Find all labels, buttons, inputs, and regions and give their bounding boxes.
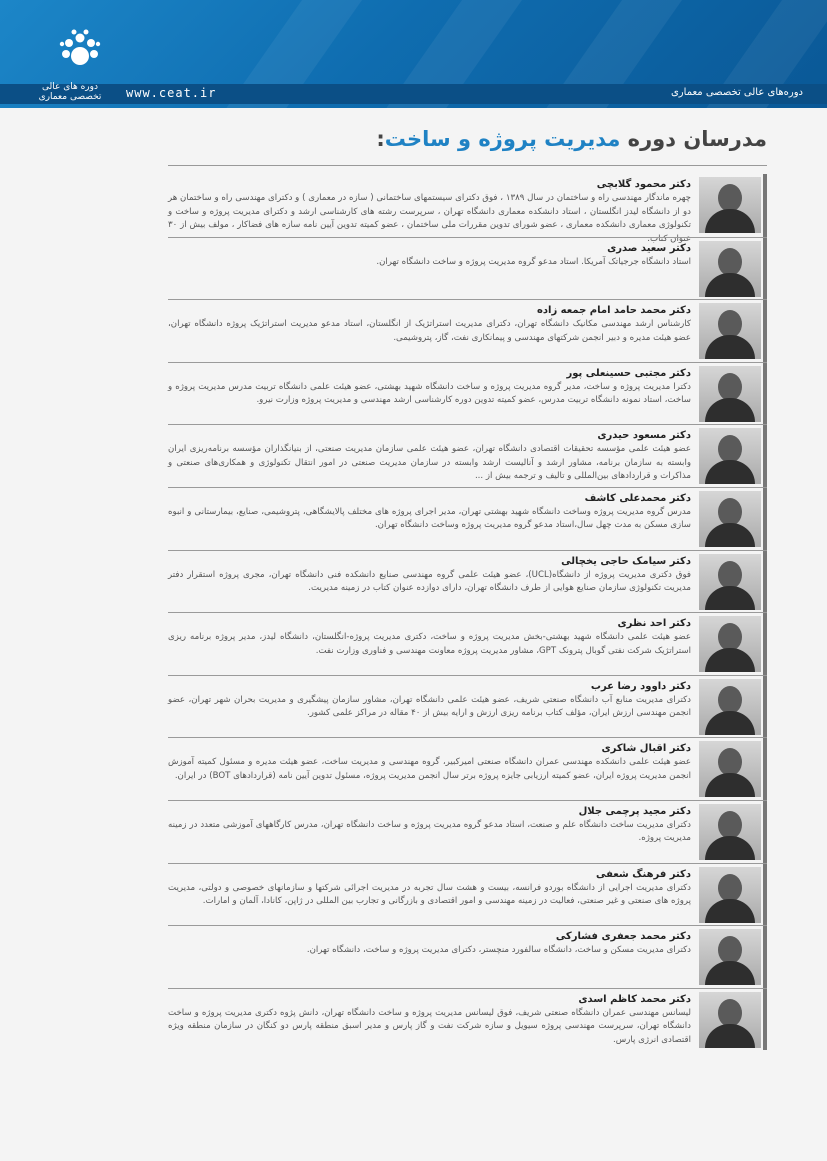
row-accent-bar — [763, 363, 767, 425]
instructor-bio: عضو هیئت علمی دانشگاه شهید بهشتی-بخش مدیریت پروژه و ساخت، دکتری مدیریت پروژه-انگلستان، دانشگاه لیدز، مدیر پروژه برنامه ریزی استراتژیک شرکت نفتی گوبال پترونک GPT، مشاور مدیریت پروژه معاونت مهندسی و فناوری وزارت نفت. — [168, 632, 691, 656]
instructor-bio: مدرس گروه مدیریت پروژه وساخت دانشگاه شهید بهشتی تهران، مدیر اجرای پروژه های مختلف پالایشگاهی، پتروشیمی، صنایع، بیمارستانی و انبوه سازی مسکن به مدت چهل سال،استاد مدعو گروه مدیریت پروژه وساخت دانشگاه تهران. — [168, 506, 691, 531]
instructor-photo — [699, 741, 761, 797]
row-accent-bar — [763, 425, 767, 487]
title-divider — [168, 165, 767, 166]
instructor-name: دکتر مجید پرچمی جلال — [578, 805, 691, 817]
instructor-bio: عضو هیئت علمی مؤسسه تحقیقات اقتصادی دانشگاه تهران، عضو هیئت علمی سازمان مدیریت صنعتی، از بنیانگذاران مؤسسه برنامه‌ریزی ایران وابسته به سازمان برنامه، مشاور ارشد و آنالیست ارشد وابسته در سازمان مدیریت صنعتی در امور انتقال تکنولوژی و همکاری‌های صنعتی و مذاکرات و قراردادهای بین‌المللی و تالیف و ترجمه بیش از ... — [168, 444, 691, 482]
instructor-text — [168, 617, 691, 658]
instructor-name: دکتر محمد جعفری فشارکی — [555, 931, 691, 943]
instructor-text — [168, 304, 691, 345]
instructor-name: دکتر فرهنگ شعفی — [595, 868, 691, 880]
instructor-photo — [699, 554, 761, 610]
instructor-photo — [699, 992, 761, 1048]
instructor-row — [168, 424, 767, 487]
instructor-row — [168, 925, 767, 988]
header-tagline: دوره‌های عالی تخصصی معماری — [670, 87, 803, 98]
instructor-bio: لیسانس مهندسی عمران دانشگاه صنعتی شریف، فوق لیسانس مدیریت پروژه و ساخت دانشگاه تهران، دانش پژوه دکتری مدیریت پروژه و ساخت دانشگاه تهران، سرپرست مهندسی پروژه سیویل و سازه شرکت نفت و گاز پارس و مدیر اسبق منطقه پارس دو کنگان در سازمان منطقه ویژه اقتصادی انرژی پارس. — [168, 1007, 691, 1045]
instructor-photo — [699, 366, 761, 422]
row-accent-bar — [763, 926, 767, 988]
instructor-row — [168, 487, 767, 550]
instructor-text — [168, 930, 691, 958]
instructor-bio: فوق دکتری مدیریت پروژه از دانشگاه(UCL)، عضو هیئت علمی گروه مهندسی صنایع دانشکده فنی دانشگاه تهران، مجری پروژه استقرار دفتر مدیریت تکنولوژی سازمان صنایع هوایی از طرف دانشگاه تهران، دارای دوازده عنوان کتاب در زمینه مدیریت. — [168, 569, 691, 594]
instructor-bio: دکترای مدیریت ساخت دانشگاه علم و صنعت، استاد مدعو گروه مدیریت پروژه و ساخت دانشگاه تهران، مدرس کارگاههای آموزشی متعدد در زمینه مدیریت پروژه. — [168, 819, 691, 844]
instructor-bio: چهره ماندگار مهندسی راه و ساختمان در سال ۱۳۸۹ ، فوق دکترای سیستمهای ساختمانی ( سازه در معماری ) و دکترای مهندسی راه و ساختمان هر دو از دانشگاه لیدز انگلستان ، استاد دانشکده معماری دانشگاه تهران ، سرپرست رشته های کارشناسی ارشد و دکترای مدیریت پروژه و ساخت و تکنولوژی معماری دانشکده معماری ، عضو شورای تدوین مقررات ملی ساختمان ، عضو کمیته تدوین آیین نامه سازه های فضاکار ، مولف بیش از ۳۰ عنوان کتاب. — [168, 193, 691, 244]
instructor-text — [168, 680, 691, 721]
page-title-highlight: مدیریت پروژه و ساخت — [384, 127, 621, 151]
ceat-logo-icon — [56, 26, 104, 74]
site-url[interactable]: www.ceat.ir — [126, 86, 217, 100]
instructor-row — [168, 550, 767, 613]
instructor-row — [168, 612, 767, 675]
instructor-list — [168, 174, 767, 1050]
instructor-bio: دکترا مدیریت پروژه و ساخت، مدیر گروه مدیریت پروژه و ساخت دانشگاه شهید بهشتی، عضو هیئت علمی دانشگاه تربیت مدرس مدیریت پروژه و ساخت، استاد نمونه دانشگاه تربیت مدرس، عضو کمیته تدوین دوره کارشناسی ارشد مهندسی و مدیریت پروژه وزارت نیرو. — [168, 381, 691, 406]
instructor-bio: عضو هیئت علمی دانشکده مهندسی عمران دانشگاه صنعتی امیرکبیر، گروه مهندسی و مدیریت ساخت، عضو هیئت مدیره و مسئول کمیته آموزش انجمن مدیریت پروژه ایران، عضو کمیته ارزیابی جایزه پروژه برتر سال انجمن مدیریت پروژه، مسئول تدوین آیین نامه (قراردادهای BOT) در ایران. — [168, 757, 691, 781]
instructor-photo — [699, 679, 761, 735]
instructor-name: دکتر محمود گلابچی — [596, 179, 691, 190]
instructor-row — [168, 299, 767, 362]
logo-text — [20, 82, 120, 102]
instructor-row — [168, 800, 767, 863]
instructor-text — [168, 805, 691, 846]
instructor-text — [168, 242, 691, 270]
instructor-text — [168, 492, 691, 533]
row-accent-bar — [763, 676, 767, 738]
instructor-text — [168, 868, 691, 909]
instructor-photo — [699, 929, 761, 985]
row-accent-bar — [763, 989, 767, 1051]
instructor-photo — [699, 241, 761, 297]
page-title-suffix: : — [376, 127, 385, 151]
row-accent-bar — [763, 551, 767, 613]
instructor-name: دکتر مسعود حیدری — [597, 430, 691, 442]
instructor-row — [168, 362, 767, 425]
instructor-text — [168, 367, 691, 408]
instructor-photo — [699, 804, 761, 860]
logo-text-line2: تخصصی معماری — [38, 92, 102, 102]
instructor-bio: کارشناس ارشد مهندسی مکانیک دانشگاه تهران، دکترای مدیریت استراتژیک از انگلستان، استاد مدعو مدیریت استراتژیک پروژه دانشگاه تهران، عضو هیئت مدیره و دبیر انجمن شرکتهای مهندسی و پیمانکاری نفت، گاز، پتروشیمی. — [168, 319, 691, 343]
row-accent-bar — [763, 300, 767, 362]
row-accent-bar — [763, 174, 767, 237]
instructor-name: دکتر محمد حامد امام جمعه زاده — [536, 305, 691, 317]
instructor-row — [168, 174, 767, 244]
instructor-photo — [699, 428, 761, 484]
instructor-name: دکتر اقبال شاکری — [601, 743, 691, 755]
row-accent-bar — [763, 864, 767, 926]
instructor-name: دکتر احد نظری — [617, 618, 691, 630]
instructor-photo — [699, 867, 761, 923]
instructor-name: دکتر داوود رضا عرب — [590, 680, 691, 692]
instructor-text — [168, 993, 691, 1048]
instructor-photo — [699, 303, 761, 359]
instructor-name: دکتر سیامک حاجی یخچالی — [561, 555, 691, 567]
page-title-prefix: مدرسان دوره — [620, 127, 767, 151]
instructor-name: دکتر محمدعلی کاشف — [584, 492, 691, 504]
instructor-bio: دکترای مدیریت منابع آب دانشگاه صنعتی شریف، عضو هیئت علمی دانشگاه تهران، مشاور سازمان پیشگیری و مدیریت بحران شهر تهران، عضو انجمن مهندسی ارزش ایران، مؤلف کتاب برنامه ریزی ارزش و ارایه بیش از ۴۰ مقاله در مراکز علمی کشور. — [168, 694, 691, 719]
instructor-text — [168, 555, 691, 596]
row-accent-bar — [763, 488, 767, 550]
page-title — [376, 127, 767, 151]
instructor-bio: دکترای مدیریت مسکن و ساخت، دانشگاه سالفورد منچستر، دکترای مدیریت پروژه و ساخت، دانشگاه تهران. — [306, 945, 691, 956]
instructor-photo — [699, 491, 761, 547]
instructor-row — [168, 863, 767, 926]
instructor-row — [168, 737, 767, 800]
instructor-row — [168, 237, 767, 300]
row-accent-bar — [763, 801, 767, 863]
row-accent-bar — [763, 738, 767, 800]
instructor-text — [168, 429, 691, 484]
instructor-name: دکتر سعید صدری — [607, 242, 691, 254]
instructor-row — [168, 675, 767, 738]
logo-text-line1: دوره های عالی — [41, 82, 99, 92]
instructor-bio: دکترای مدیریت اجرایی از دانشگاه بوردو فرانسه، بیست و هشت سال تجربه در مدیریت اجرائی شرکتها و سازمانهای خصوصی و دولتی، مدیریت پروژه های صنعتی و غیر صنعتی، فعالیت در زمینه مهندسی و امور اقتصادی و بازرگانی و تجارب بین المللی در ژاپن، کانادا، آلمان و امارات. — [168, 882, 691, 907]
instructor-name: دکتر محمد کاظم اسدی — [578, 993, 691, 1005]
page-header — [0, 0, 827, 108]
instructor-name: دکتر مجتبی حسینعلی پور — [566, 367, 691, 379]
row-accent-bar — [763, 238, 767, 300]
instructor-text — [168, 742, 691, 783]
instructor-photo — [699, 177, 761, 233]
row-accent-bar — [763, 613, 767, 675]
instructor-row — [168, 988, 767, 1051]
instructor-bio: استاد دانشگاه جرجیاتک آمریکا. استاد مدعو گروه مدیریت پروژه و ساخت دانشگاه تهران. — [376, 256, 691, 267]
instructor-photo — [699, 616, 761, 672]
